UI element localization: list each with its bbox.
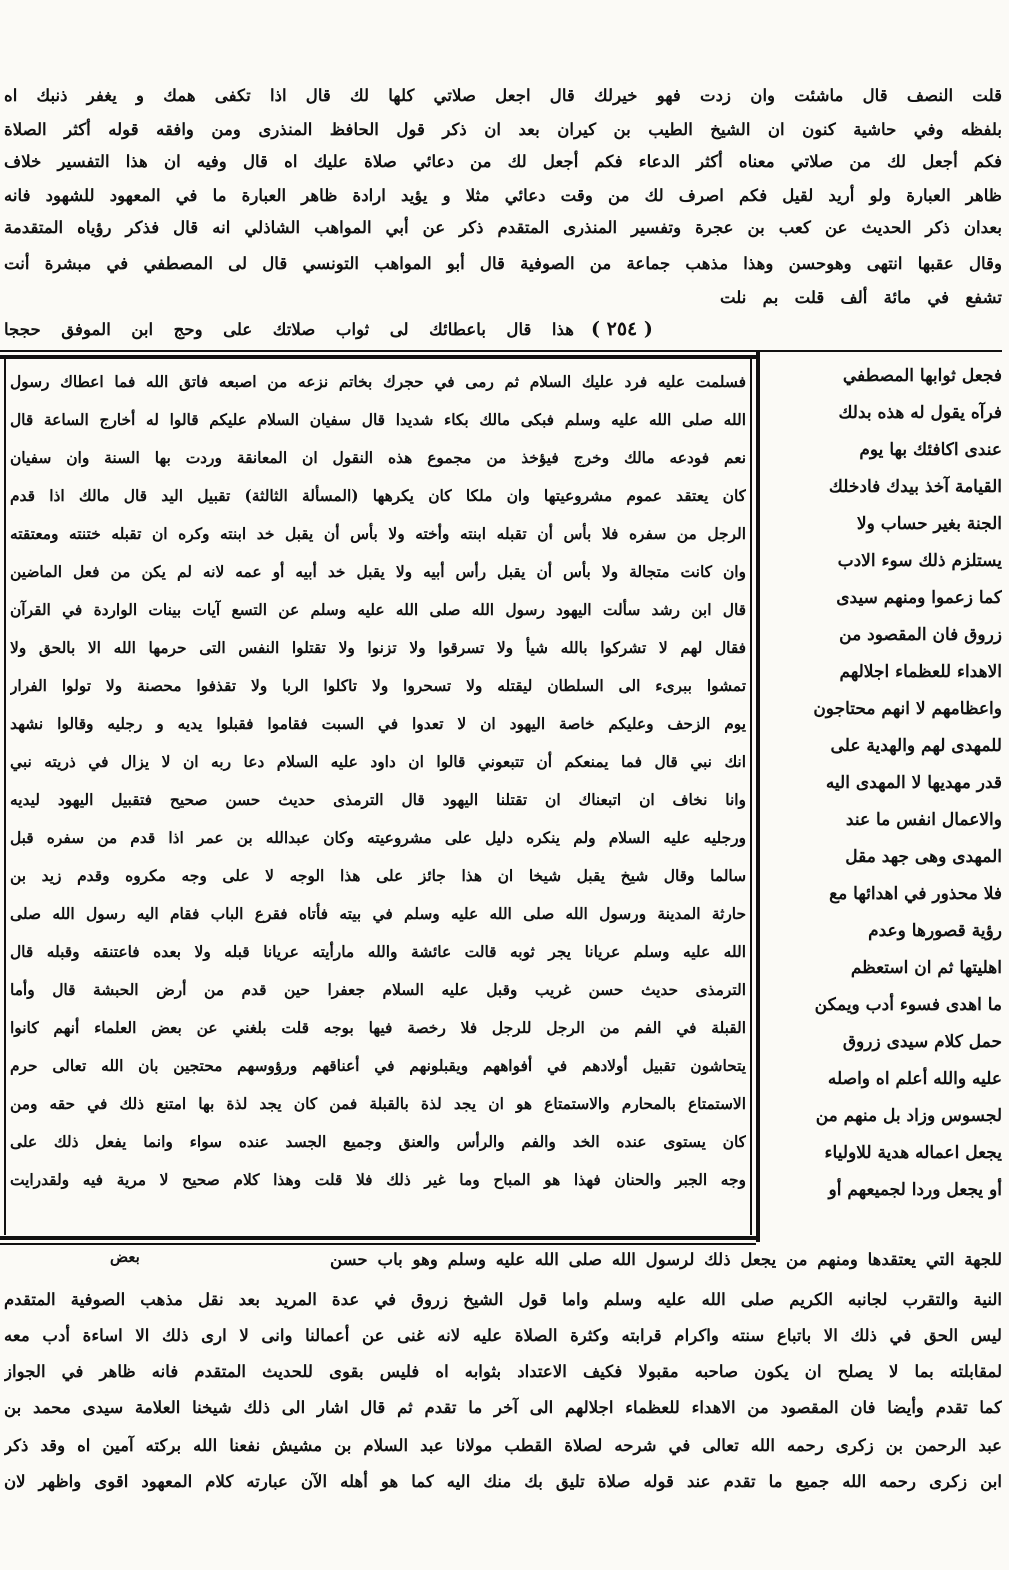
text-line: للمهدى لهم والهدية على (830, 736, 1002, 756)
text-line: حمل كلام سيدى زروق (842, 1032, 1002, 1052)
text-line: وقال عقبها انتهى وهوحسن وهذا مذهب جماعة من الصوفية قال أبو المواهب التونسي قال لى المصطفي في مبشرة أنت (4, 253, 1002, 273)
text-line: عليه والله أعلم اه واصله (827, 1069, 1002, 1089)
text-line: تشفع في مائة ألف قلت بم نلت (720, 287, 1002, 307)
text-line: فسلمت عليه فرد عليك السلام ثم رمى في حجرك بخاتم نزعه من اصبعه فاتق الله فما اعطاك رسول (10, 373, 746, 391)
text-line: الاهداء للعظماء اجلالهم (839, 662, 1002, 682)
text-line: فجعل ثوابها المصطفي (842, 366, 1002, 386)
text-line: ليس الحق في ذلك الا باتباع سنته واكرام قرابته وكثرة الصلاة عليه لانه غنى عن أعمالنا وانى لا ارى ذلك الا اساءة أدب معه (4, 1325, 1002, 1345)
catchword: بعض (110, 1248, 140, 1266)
text-line: للجهة التي يعتقدها ومنهم من يجعل ذلك لرسول الله صلى الله عليه وسلم وهو باب حسن (330, 1249, 1002, 1269)
text-line: كما تقدم وأيضا فان المقصود من الاهداء للعظماء اجلالهم الى آخر ما تقدم ثم قال اشار الى ذلك شيخنا العلامة سيدى محمد بن (4, 1397, 1002, 1417)
text-line: يتحاشون تقبيل أولادهم في أفواههم ويقبلونهم في أعناقهم ورؤوسهم محتجين بان الله تعالى حرم (10, 1057, 746, 1075)
text-line: أو يجعل وردا لجميعهم أو (828, 1180, 1002, 1200)
text-line: الجنة بغير حساب ولا (856, 514, 1002, 534)
text-line: فرآه يقول له هذه بدلك (838, 403, 1002, 423)
text-line: ورجليه عليه السلام ولم ينكره دليل على مشروعيته وكان عبدالله بن عمر اذا قدم من سفره قبل (10, 829, 746, 847)
text-line: يوم الزحف وعليكم خاصة اليهود ان لا تعدوا في السبت فقاموا فقبلوا يديه و رجليه وقالوا نشهد (10, 715, 746, 733)
text-line: عبد الرحمن بن زكرى رحمه الله تعالى في شرحه لصلاة القطب مولانا عبد السلام بن مشيش نفعنا الله بركته آمين اه وقد ذكر (4, 1435, 1002, 1455)
text-line: الترمذى حديث حسن غريب وقبل عليه السلام جعفرا حين قدم من أرض الحبشة قال وأما (10, 981, 746, 999)
text-line: كما زعموا ومنهم سيدى (836, 588, 1002, 608)
text-line: الله عليه وسلم عريانا يجر ثوبه قالت عائشة والله مارأيته عريانا قبله ولا بعده فاعتنقه وقبله قال (10, 943, 746, 961)
text-line: بعدان ذكر الحديث عن كعب بن عجرة وتفسير المنذرى المتقدم ذكر عن أبي المواهب الشاذلي انه قال فذكر رؤياه المتقدمة (4, 217, 1002, 237)
text-line: ابن زكرى رحمه الله جميع ما تقدم عند قوله صلاة تليق بك منك اليه كما هو أهله الآن عبارته كلام المعهود اقوى واظهر لان (4, 1471, 1002, 1491)
text-line: يجعل اعماله هدية للاولياء (824, 1143, 1002, 1163)
text-line: قال ابن رشد سألت اليهود رسول الله صلى الله عليه وسلم عن التسع آيات بينات الواردة في القرآن (10, 601, 746, 619)
text-line: والاعمال انفس ما عند (845, 810, 1002, 830)
divider-top (0, 350, 1002, 352)
text-line: القبلة في الفم من الرجل للرجل فلا رخصة فيها بوجه قلت بلغني عن بعض العلماء أنهم كانوا (10, 1019, 746, 1037)
box-border-right (750, 359, 752, 1235)
text-line: لجسوس وزاد بل منهم من (815, 1106, 1002, 1126)
text-line: وجه الجبر والحنان فهذا هو المباح وما غير ذلك فلا قلت وهذا كلام صحيح لا مرية فيه ولقدرايت (10, 1171, 746, 1189)
text-line: زروق فان المقصود من (839, 625, 1002, 645)
text-line: الرجل من سفره فلا بأس أن تقبله ابنته وأخته ولا بأس أن يقبل خد ابنته وكره ان تقبله ختنته ومعتقته (10, 525, 746, 543)
text-line: فلا محذور في اهدائها مع (829, 884, 1002, 904)
text-line: الاستمتاع بالمحارم والاستمتاع هو ان يجد لذة بالقبلة فمن كان يجد لذة بها امتنع ذلك في حقه ومن (10, 1095, 746, 1113)
text-line: النية والتقرب لجانبه الكريم صلى الله عليه وسلم واما قول الشيخ زروق في عدة المريد بعد نقل مذهب الصوفية المتقدم (4, 1289, 1002, 1309)
text-line: الله صلى الله عليه وسلم فبكى مالك بكاء شديدا قال سفيان السلام عليكم قالوا له أخارج الساعة قال (10, 411, 746, 429)
text-line: ظاهر العبارة ولو أريد لقيل فكم اصرف لك من وقت دعائي مثلا و يؤيد ارادة ظاهر العبارة ما في المعهود للشهود فانه (4, 185, 1002, 205)
page-number: ( ٢٥٤ ) (585, 318, 659, 340)
divider-bottom-thick (0, 1236, 756, 1240)
text-line: كان يستوى عنده الخد والفم والرأس والعنق وجميع الجسد عنده سواء وانما يفعل ذلك على (10, 1133, 746, 1151)
text-line: فقال لهم لا تشركوا بالله شيأ ولا تسرقوا ولا تزنوا ولا تقتلوا النفس التى حرمها الله الا بالحق ولا (10, 639, 746, 657)
divider-top-thick (0, 355, 760, 359)
text-line: واعظامهم لا انهم محتاجون (813, 699, 1002, 719)
text-line: فكم أجعل لك من صلاتي معناه أكثر الدعاء فكم أجعل لك من دعائي صلاة عليك اه قال وفيه ان هذا التفسير خلاف (4, 151, 1002, 171)
text-line: رؤية قصورها وعدم (868, 921, 1002, 941)
text-line: المهدى وهى جهد مقل (845, 847, 1002, 867)
text-line: يستلزم ذلك سوء الادب (837, 551, 1002, 571)
text-line: قلت النصف قال ماشئت وان زدت فهو خيرلك قال اجعل صلاتي كلها لك قال اذا تكفى همك و يغفر ذنبك اه (4, 85, 1002, 105)
text-line: قدر مهديها لا المهدى اليه (825, 773, 1002, 793)
text-line: ما اهدى فسوء أدب ويمكن (814, 995, 1002, 1015)
text-line: كان يعتقد عموم مشروعيتها وان ملكا كان يكرهها (المسألة الثالثة) تقبيل اليد قال مالك اذا قدم (10, 487, 746, 505)
text-line: نعم فودعه مالك وخرج فيؤخذ من مجموع هذه النقول ان المعانقة وردت بها السنة وان سفيان (10, 449, 746, 467)
text-line: وان كانت متجالة ولا بأس أن يقبل رأس أبيه ولا يقبل خد أبيه أو عمه لانه لم يكن من فعل الماضين (10, 563, 746, 581)
text-line: هذا قال باعطائك لى ثواب صلاتك على وحج ابن الموفق حججا (4, 319, 574, 339)
text-line: انك نبي قال فما يمنعكم أن تتبعوني قالوا ان داود عليه السلام دعا ربه ان لا يزال في ذريته نبي (10, 753, 746, 771)
text-line: وانا نخاف ان اتبعناك ان تقتلنا اليهود قال الترمذى حديث حسن صحيح فتقبيل اليهود ليديه (10, 791, 746, 809)
text-line: حارثة المدينة ورسول الله صلى الله عليه وسلم في بيته فأتاه فقرع الباب فقام اليه رسول الله صلى (10, 905, 746, 923)
text-line: لمقابلته بما لا يصلح ان يكون صاحبه مقبولا فكيف الاعتداد بثوابه اه فليس بقوى للحديث المتقدم فانه ظاهر في الجواز (4, 1361, 1002, 1381)
box-border-left (4, 359, 6, 1235)
text-line: عندى اكافئك بها يوم (859, 440, 1002, 460)
column-rule (756, 350, 760, 1242)
text-line: اهليتها ثم ان استعظم (850, 958, 1002, 978)
text-line: بلفظه وفي حاشية كنون ان الشيخ الطيب بن كيران بعد ان ذكر قول الحافظ المنذرى ومن وافقه قوله أكثر الصلاة (4, 119, 1002, 139)
text-line: سالما وقال شيخ يقبل شيخا ان هذا جائز على هذا الوجه لا على وجه مكروه وقدم زيد بن (10, 867, 746, 885)
text-line: تمشوا ببرىء الى السلطان ليقتله ولا تسحروا ولا تاكلوا الربا ولا تقذفوا محصنة ولا تولوا الفرار (10, 677, 746, 695)
text-line: القيامة آخذ بيدك فادخلك (828, 477, 1002, 497)
